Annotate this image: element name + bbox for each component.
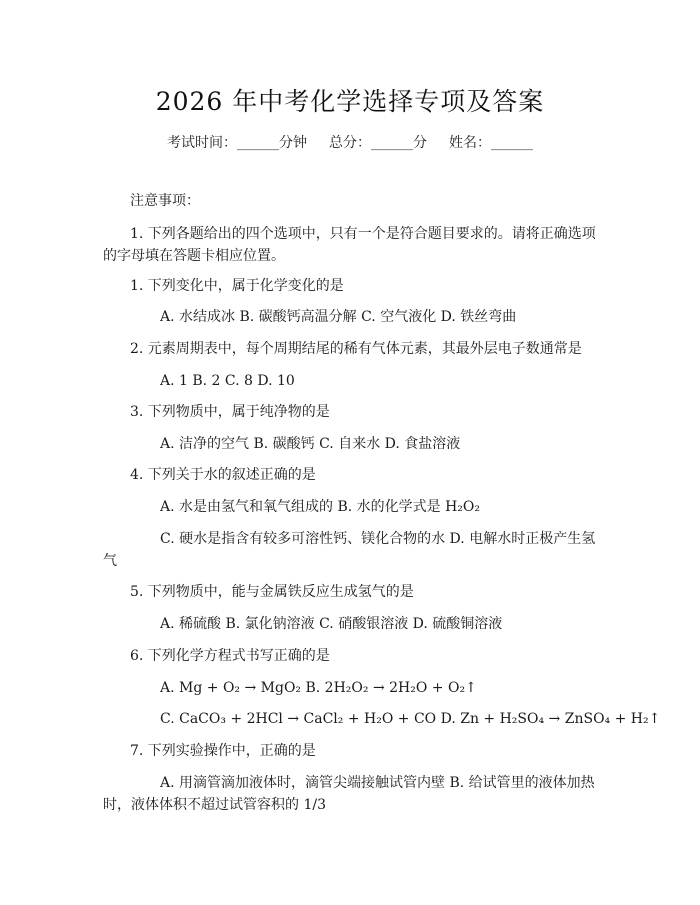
- question-6-stem: 6. 下列化学方程式书写正确的是: [130, 648, 330, 664]
- question-3-stem: 3. 下列物质中，属于纯净物的是: [130, 404, 330, 420]
- question-4-options-cd: C. 硬水是指含有较多可溶性钙、镁化合物的水 D. 电解水时正极产生氢气: [103, 531, 596, 569]
- notice-heading: 注意事项：: [130, 193, 200, 209]
- question-2-options: A. 1 B. 2 C. 8 D. 10: [160, 373, 295, 389]
- exam-meta: [0, 132, 700, 152]
- question-6-options-ab: A. Mg + O₂ → MgO₂ B. 2H₂O₂ → 2H₂O + O₂↑: [160, 680, 477, 696]
- total-score-label: 总分：______分: [329, 135, 427, 151]
- question-6-options-cd: C. CaCO₃ + 2HCl → CaCl₂ + H₂O + CO D. Zn + H₂SO₄ → ZnSO₄ + H₂↑: [160, 711, 661, 727]
- name-label: 姓名：______: [449, 135, 533, 151]
- notice-item-1: 1. 下列各题给出的四个选项中，只有一个是符合题目要求的。请将正确选项的字母填在答题卡相应位置。: [103, 226, 596, 264]
- page-title: 2026 年中考化学选择专项及答案: [155, 87, 545, 116]
- question-7-stem: 7. 下列实验操作中，正确的是: [130, 743, 316, 759]
- question-3-options: A. 洁净的空气 B. 碳酸钙 C. 自来水 D. 食盐溶液: [160, 436, 461, 452]
- question-7-options: A. 用滴管滴加液体时，滴管尖端接触试管内壁 B. 给试管里的液体加热时，液体体积不超过试管容积的 1/3: [103, 775, 595, 813]
- question-4-stem: 4. 下列关于水的叙述正确的是: [130, 467, 316, 483]
- question-1-stem: 1. 下列变化中，属于化学变化的是: [130, 278, 344, 294]
- question-1-options: A. 水结成冰 B. 碳酸钙高温分解 C. 空气液化 D. 铁丝弯曲: [160, 309, 517, 325]
- question-4-options-ab: A. 水是由氢气和氧气组成的 B. 水的化学式是 H₂O₂: [160, 499, 481, 515]
- question-2-stem: 2. 元素周期表中，每个周期结尾的稀有气体元素，其最外层电子数通常是: [130, 341, 582, 357]
- question-5-stem: 5. 下列物质中，能与金属铁反应生成氢气的是: [130, 584, 414, 600]
- question-5-options: A. 稀硫酸 B. 氯化钠溶液 C. 硝酸银溶液 D. 硫酸铜溶液: [160, 616, 503, 632]
- exam-time-label: 考试时间：______分钟: [167, 135, 307, 151]
